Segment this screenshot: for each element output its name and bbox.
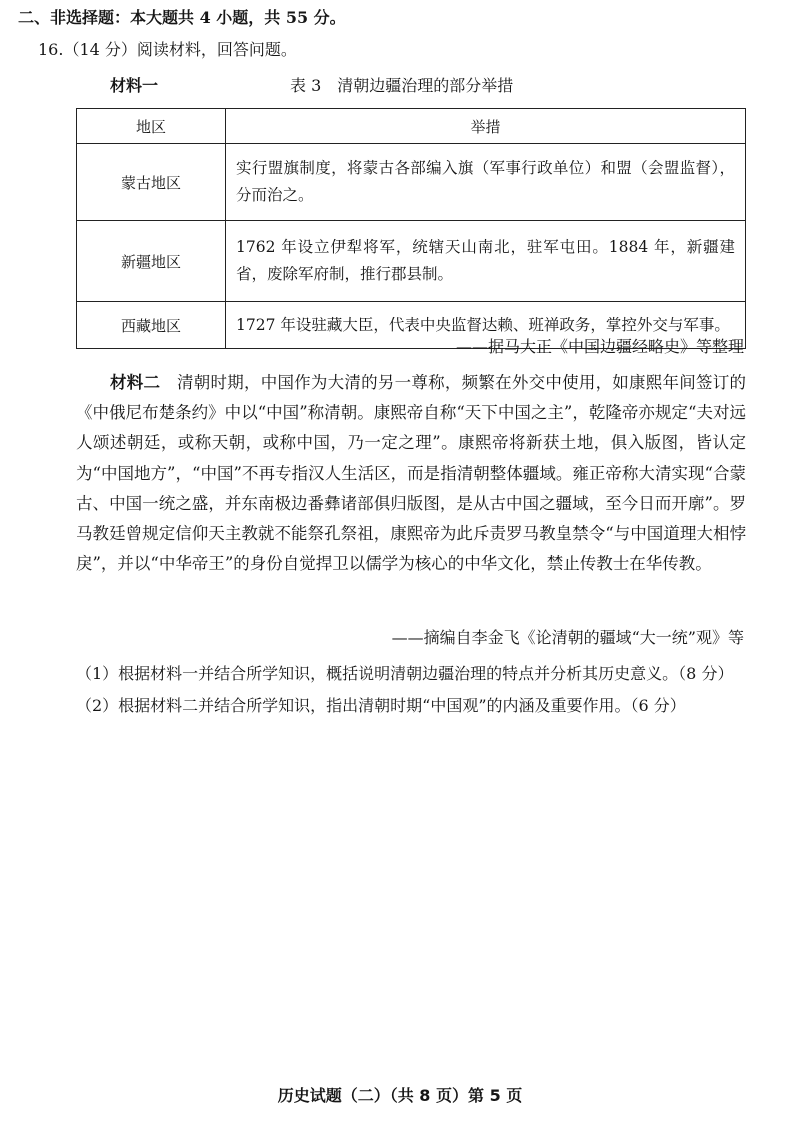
table-row	[77, 221, 746, 302]
table-caption: 表 3 清朝边疆治理的部分举措	[290, 76, 514, 95]
measure-cell: 1762 年设立伊犁将军，统辖天山南北，驻军屯田。1884 年，新疆建省，废除军府制，推行郡县制。	[226, 221, 746, 302]
material2-source: ——摘编自李金飞《论清朝的疆域“大一统”观》等	[391, 628, 744, 647]
governance-table	[76, 108, 746, 349]
material1-label: 材料一	[110, 76, 159, 95]
measure-cell: 实行盟旗制度，将蒙古各部编入旗（军事行政单位）和盟（会盟监督），分而治之。	[226, 144, 746, 221]
table-row	[77, 144, 746, 221]
material2-paragraph	[76, 368, 746, 579]
region-cell: 蒙古地区	[77, 144, 226, 221]
sub-question-1: （1）根据材料一并结合所学知识，概括说明清朝边疆治理的特点并分析其历史意义。（8 分）	[76, 664, 734, 683]
measure-cell: 1727 年设驻藏大臣，代表中央监督达赖、班禅政务，掌控外交与军事。	[226, 302, 746, 349]
region-cell: 西藏地区	[77, 302, 226, 349]
column-header-measure: 举措	[226, 109, 746, 144]
region-cell: 新疆地区	[77, 221, 226, 302]
material2-label: 材料二	[110, 373, 161, 392]
material2-text: 清朝时期，中国作为大清的另一尊称，频繁在外交中使用，如康熙年间签订的《中俄尼布楚条约》中以“中国”称清朝。康熙帝自称“天下中国之主”，乾隆帝亦规定“夫对远人颂述朝廷，或称天朝，或称中国，乃一定之理”。康熙帝将新获土地，俱入版图，皆认定为“中国地方”，“中国”不再专指汉人生活区，而是指清朝整体疆域。雍正帝称大清实现“合蒙古、中国一统之盛，并东南极边番彝诸部俱归版图，是从古中国之疆域，至今日而开廓”。罗马教廷曾规定信仰天主教就不能祭孔祭祖，康熙帝为此斥责罗马教皇禁令“与中国道理大相悖戾”，并以“中华帝王”的身份自觉捍卫以儒学为核心的中华文化，禁止传教士在华传教。	[76, 373, 747, 574]
question-header: 16.（14 分）阅读材料，回答问题。	[38, 40, 297, 59]
material1-source: ——据马大正《中国边疆经略史》等整理	[455, 337, 744, 356]
section-title: 二、非选择题：本大题共 4 小题，共 55 分。	[18, 8, 346, 27]
page-footer: 历史试题（二）（共 8 页）第 5 页	[277, 1086, 523, 1105]
sub-question-2: （2）根据材料二并结合所学知识，指出清朝时期“中国观”的内涵及重要作用。（6 分）	[76, 696, 686, 715]
column-header-region: 地区	[77, 109, 226, 144]
table-header-row	[77, 109, 746, 144]
